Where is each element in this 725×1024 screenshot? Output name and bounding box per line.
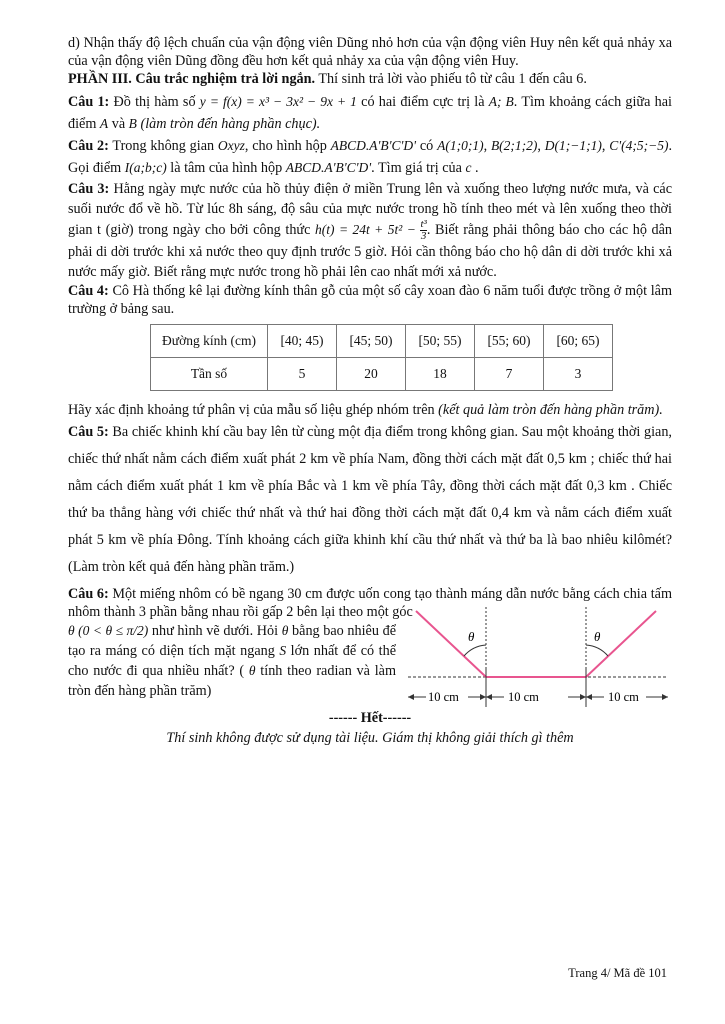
arrow-head (662, 694, 668, 700)
part2-item-d: d) Nhận thấy độ lệch chuẩn của vận động viên Dũng nhỏ hơn của vận động viên Huy nên kết quả nhảy xa của vận động viên Dũng đồng đều hơn kết quả nhảy xa của vận động viên Huy. (68, 35, 672, 69)
part3-heading-line (68, 70, 672, 88)
q5-text: Ba chiếc khinh khí cầu bay lên từ cùng một địa điểm trong không gian. Sau một khoảng thời gian, chiếc thứ nhất nằm cách điểm xuất phát 2 km về phía Nam, đồng thời cách mặt đất 0,5 km ; chiếc thứ hai nằm cách điểm xuất phát 1 km về phía Bắc và 1 km về phía Tây, đồng thời cách mặt đất 0,3 km . Chiếc thứ ba thẳng hàng với chiếc thứ nhất và thứ hai đồng thời cách mặt đất 0,4 km và nằm cách điểm xuất phát 5 km về phía Đông. Tính khoảng cách giữa khinh khí cầu thứ nhất và thứ ba là bao nhiêu kilômét? (Làm tròn kết quả đến hàng phần trăm.) (68, 424, 672, 575)
arrow-head (580, 694, 586, 700)
q1-point-a: A (99, 116, 109, 131)
q1-text-2: có hai điểm cực trị là (356, 94, 489, 110)
q2-text-4: . Gọi điểm (68, 138, 673, 176)
table-cell-class: [45; 50) (337, 325, 406, 358)
table-cell-freq: 20 (337, 358, 406, 391)
page-footer: Trang 4/ Mã đề 101 (568, 966, 667, 980)
arrow-head (480, 694, 486, 700)
q2-point-c1: C'(4;5;−5) (609, 138, 669, 153)
q2-box-2: ABCD.A'B'C'D' (285, 160, 372, 175)
segment-label-3: 10 cm (608, 690, 639, 704)
q6-theta-2: θ (248, 663, 256, 678)
arrow-head (408, 694, 414, 700)
q6-text-4: lớn nhất để có thể cho nước đi qua nhiều nhất? ( (68, 643, 396, 679)
left-angle-arc (464, 645, 486, 656)
q3-text: Hằng ngày mực nước của hồ thủy điện ở miền Trung lên và xuống theo lượng nước mưa, và các suối nước đổ về hồ. Từ lúc 8h sáng, độ sâu của mực nước trong hồ tính theo mét và lên xuống theo thời gian t (giờ) trong ngày cho bởi công thức (68, 181, 672, 238)
q2-label: Câu 2: (68, 138, 109, 154)
q2-point-a: A(1;0;1) (437, 138, 484, 153)
frequency-table (150, 324, 613, 391)
table-cell-freq: 3 (544, 358, 613, 391)
q2-text: Trong không gian (108, 138, 218, 154)
q2-text-7: . (471, 160, 479, 176)
q6-condition: θ (0 < θ ≤ π/2) (68, 623, 149, 638)
table-cell-freq: 18 (406, 358, 475, 391)
q6-body (68, 621, 396, 701)
q5-label: Câu 5: (68, 424, 109, 440)
q2-point-d: D(1;−1;1) (544, 138, 602, 153)
table-cell-class: [40; 45) (268, 325, 337, 358)
q1-text-3: . Tìm khoảng cách giữa hai điểm (68, 94, 672, 132)
q1-points: A; B (488, 94, 514, 109)
gutter-diagram (406, 605, 670, 715)
q4-question (68, 401, 672, 419)
q2-text-5: là tâm của hình hộp (166, 160, 286, 176)
q1-formula: y = f(x) = x³ − 3x² − 9x + 1 (199, 94, 357, 109)
q2-space: Oxyz (217, 138, 245, 153)
q2-box: ABCD.A'B'C'D' (330, 138, 417, 153)
q1-text-4: và (108, 116, 129, 132)
segment-label-1: 10 cm (428, 690, 459, 704)
question-1 (68, 91, 672, 135)
table-cell-class: [50; 55) (406, 325, 475, 358)
q3-formula: h(t) = 24t + 5t² − (315, 221, 416, 237)
table-row (151, 358, 613, 391)
segment-label-2: 10 cm (508, 690, 539, 704)
part3-instruction: Thí sinh trả lời vào phiếu tô từ câu 1 đến câu 6. (315, 71, 587, 87)
q6-label: Câu 6: (68, 586, 109, 602)
table-header-frequency: Tần số (151, 358, 268, 391)
q3-frac-num: t³ (420, 218, 427, 230)
question-2: Câu 2: Trong không gian Oxyz, cho hình hộp ABCD.A'B'C'D' có A(1;0;1), B(2;1;2), D(1;−1;1), C'(4;5;−5). Gọi điểm I(a;b;c) là tâm của hình hộp ABCD.A'B'C'D'. Tìm giá trị của c . (68, 138, 673, 176)
table-cell-freq: 7 (475, 358, 544, 391)
q4-note: (kết quả làm tròn đến hàng phần trăm). (438, 402, 663, 418)
q6-s: S (279, 643, 287, 658)
q2-text-6: . Tìm giá trị của (371, 160, 466, 176)
q4-label: Câu 4: (68, 283, 109, 299)
table-cell-class: [55; 60) (475, 325, 544, 358)
q3-label: Câu 3: (68, 181, 110, 197)
q1-label: Câu 1: (68, 94, 110, 110)
q6-theta: θ (281, 623, 289, 638)
end-marker: ------ Hết------ (328, 710, 412, 726)
q4-text: Cô Hà thống kê lại đường kính thân gỗ của một số cây xoan đào 6 năm tuổi được trồng ở một lâm trường ở bảng sau. (68, 283, 672, 317)
left-angle-label: θ (468, 629, 475, 644)
table-row (151, 325, 613, 358)
q2-point-b: B(2;1;2) (490, 138, 538, 153)
right-angle-arc (586, 645, 608, 656)
q3-text-2: . Biết rằng phải thông báo cho các hộ dân phải di dời trước khi xả nước theo quy định trước 5 giờ. Hỏi cần thông báo cho hộ dân di dời trước khi xả nước mấy giờ. Biết rằng mực nước trong hồ phải lên cao nhất mới xả nước. (68, 221, 673, 280)
question-4 (68, 282, 672, 318)
q1-note: (làm tròn đến hàng phần chục). (136, 116, 321, 132)
q6-text-2: như hình vẽ dưới. Hỏi (148, 623, 282, 639)
table-header-diameter: Đường kính (cm) (151, 325, 268, 358)
q2-c: c (465, 160, 472, 175)
q6-text: Một miếng nhôm có bề ngang 30 cm được uốn cong tạo thành máng dẫn nước bằng cách chia tấm nhôm thành 3 phần bằng nhau rồi gấp 2 bên lại theo một góc (68, 586, 672, 620)
question-5 (68, 419, 672, 581)
question-3 (68, 179, 672, 282)
q4-text-2: Hãy xác định khoảng tứ phân vị của mẫu số liệu ghép nhóm trên (68, 402, 439, 418)
right-angle-label: θ (594, 629, 601, 644)
trough-shape (416, 611, 656, 677)
q2-text-3: có (416, 138, 438, 154)
q6-text-5: tính theo radian và làm tròn đến hàng phần trăm) (68, 663, 396, 699)
q1-point-b: B (128, 116, 137, 131)
exam-note: Thí sinh không được sử dụng tài liệu. Giám thị không giải thích gì thêm (166, 730, 574, 746)
arrow-head (486, 694, 492, 700)
exam-page (68, 34, 672, 747)
q6-text-3: bằng bao nhiêu để tạo ra máng có diện tích mặt ngang (68, 623, 397, 659)
part3-heading: PHẦN III. Câu trắc nghiệm trả lời ngắn. (68, 71, 316, 87)
q3-frac-den: 3 (420, 230, 427, 242)
q2-point-i: I(a;b;c) (124, 160, 167, 175)
table-cell-freq: 5 (268, 358, 337, 391)
table-cell-class: [60; 65) (544, 325, 613, 358)
q1-text: Đồ thị hàm số (109, 94, 200, 110)
q2-text-2: , cho hình hộp (244, 138, 331, 154)
question-6 (68, 585, 672, 704)
arrow-head (586, 694, 592, 700)
